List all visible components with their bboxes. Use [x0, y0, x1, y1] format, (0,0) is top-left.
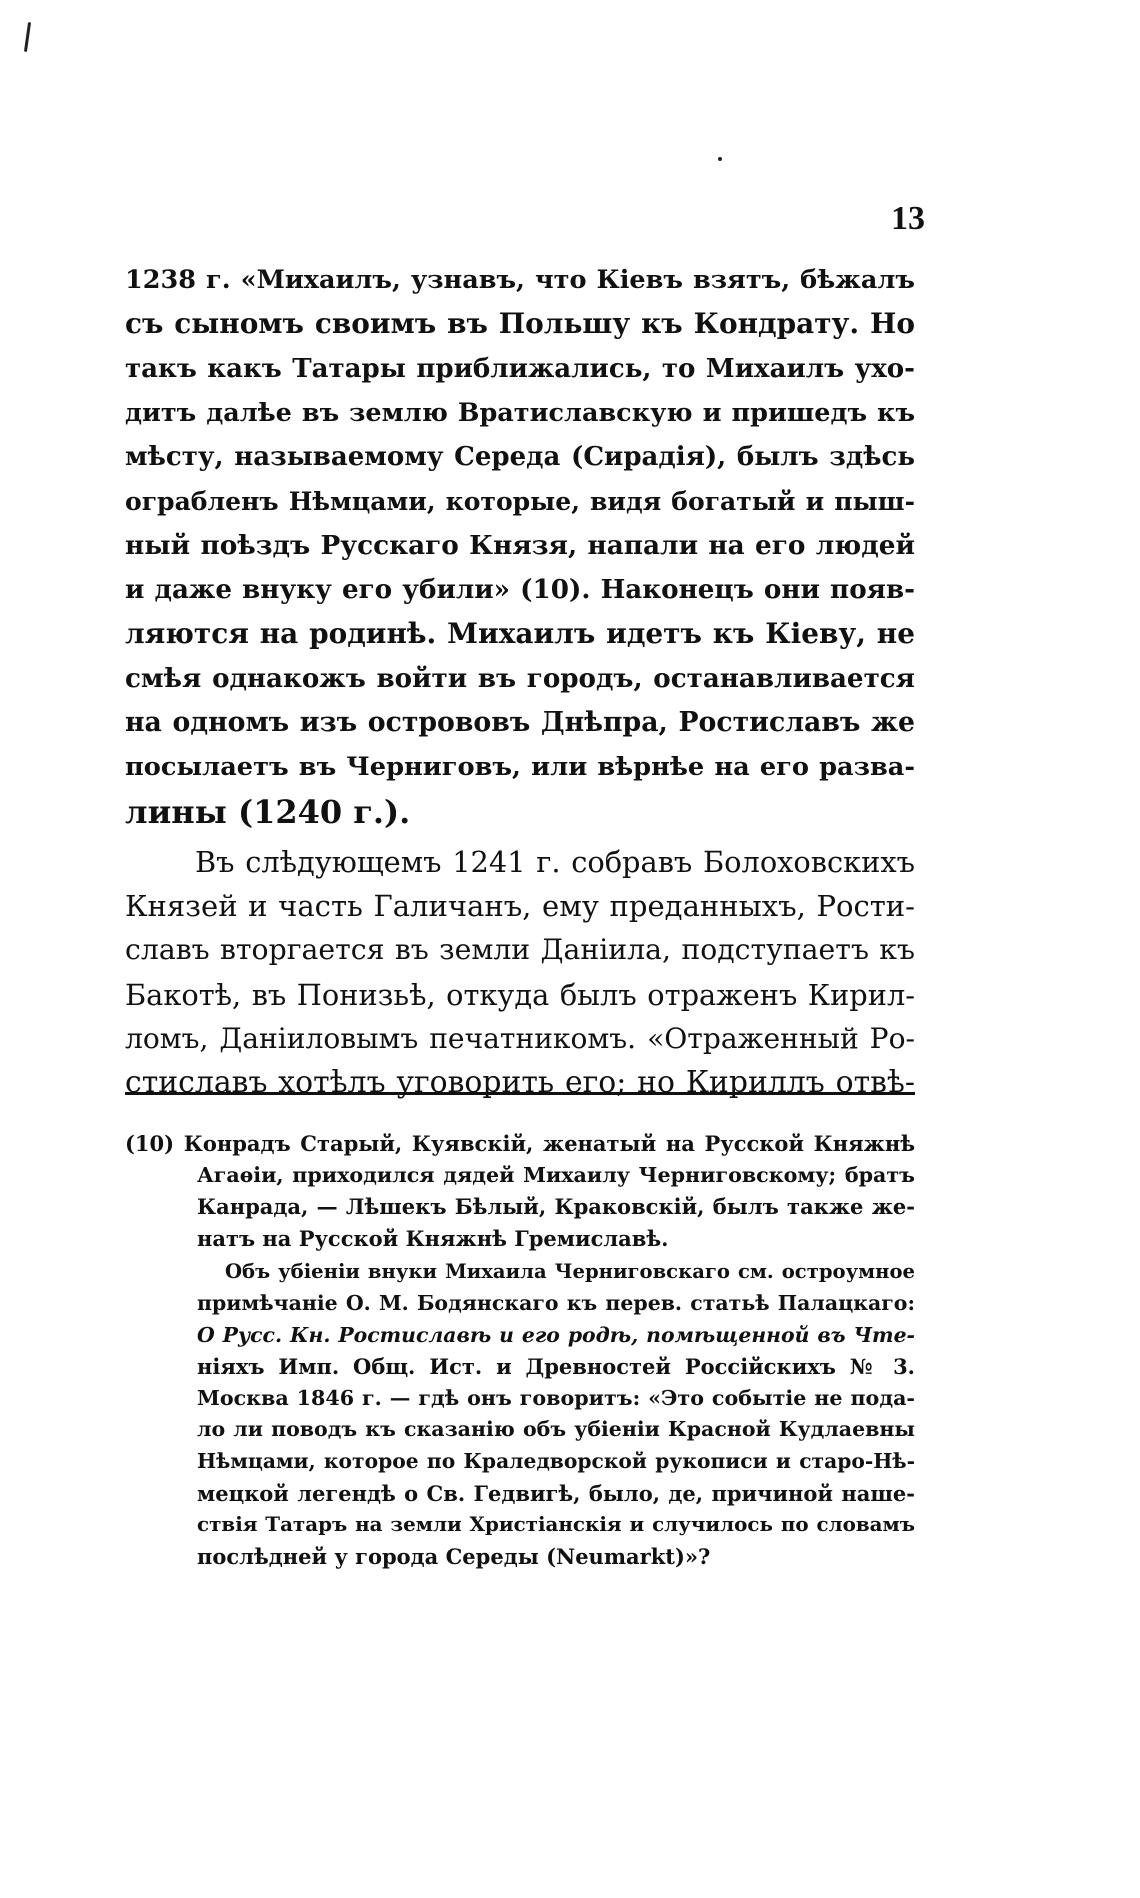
footnote-line: ніяхъ Имп. Общ. Ист. и Древностей Россійскихъ № 3. — [197, 1354, 915, 1380]
text-line: славъ вторгается въ земли Даніила, подступаетъ къ — [125, 933, 915, 967]
scan-mark — [718, 157, 722, 161]
footnote-line: примѣчаніе О. М. Бодянскаго къ перев. статьѣ Палацкаго: — [197, 1290, 915, 1315]
text-line: ломъ, Даніиловымъ печатникомъ. «Отраженный Ро- — [125, 1022, 915, 1056]
text-line: съ сыномъ своимъ въ Польшу къ Кондрату. Но — [125, 307, 915, 341]
footnotes — [125, 1128, 915, 1572]
footnote-10 — [125, 1128, 915, 1254]
text-line: и даже внуку его убили» (10). Наконецъ они появ- — [125, 574, 915, 606]
text-line: стиславъ хотѣлъ уговорить его; но Кириллъ отвѣ- — [125, 1065, 915, 1101]
footnote-divider — [125, 1092, 915, 1095]
footnote-line: натъ на Русской Княжнѣ Гремиславѣ. — [197, 1225, 669, 1251]
paragraph-2 — [125, 840, 915, 1106]
footnote-10-continued — [125, 1256, 915, 1572]
text-line: Князей и часть Галичанъ, ему преданныхъ, Рости- — [125, 889, 915, 924]
footnote-line: ло ли поводъ къ сказанію объ убіеніи Красной Кудлаевны — [197, 1417, 915, 1442]
footnote-line: Агаѳіи, приходился дядей Михаилу Черниговскому; братъ — [197, 1162, 915, 1187]
footnote-line: Объ убіеніи внуки Михаила Черниговскаго см. остроумное — [225, 1260, 915, 1284]
page-number: 13 — [891, 200, 925, 237]
text-line: смѣя однакожъ войти въ городъ, останавливается — [125, 662, 915, 694]
footnote-line: мецкой легендѣ о Св. Гедвигѣ, было, де, причиной наше- — [197, 1480, 915, 1506]
text-line: мѣсту, называемому Середа (Сирадія), былъ здѣсь — [125, 442, 915, 473]
text-line: Бакотѣ, въ Понизьѣ, откуда былъ отраженъ Кирил- — [125, 977, 915, 1012]
footnote-line: (10) Конрадъ Старый, Куявскій, женатый на Русской Княжнѣ — [125, 1131, 915, 1156]
text-line: лины (1240 г.). — [125, 792, 411, 831]
text-line: 1238 г. «Михаилъ, узнавъ, что Кіевъ взятъ, бѣжалъ — [125, 265, 915, 295]
footnote-line: Канрада, — Лѣшекъ Бѣлый, Краковскій, былъ также же- — [197, 1194, 915, 1220]
text-line: ограбленъ Нѣмцами, которые, видя богатый и пыш- — [125, 486, 915, 517]
paragraph-1 — [125, 258, 915, 834]
text-line: такъ какъ Татары приближались, то Михаилъ ухо- — [125, 353, 915, 384]
scan-mark — [24, 22, 31, 52]
footnote-line: Нѣмцами, которое по Краледворской рукописи и старо-Нѣ- — [197, 1448, 915, 1473]
footnote-line: О Русс. Кн. Ростиславѣ и его родѣ, помѣщенной въ Чте- — [197, 1322, 915, 1347]
text-line: на одномъ изъ острововъ Днѣпра, Ростиславъ же — [125, 706, 915, 738]
main-text — [125, 258, 915, 1106]
text-line: посылаетъ въ Черниговъ, или вѣрнѣе на его разва- — [125, 752, 915, 783]
footnote-line: Москва 1846 г. — гдѣ онъ говоритъ: «Это событіе не пода- — [197, 1385, 915, 1410]
footnote-line: послѣдней у города Середы (Neumarkt)»? — [197, 1543, 711, 1569]
text-line: Въ слѣдующемъ 1241 г. собравъ Болоховскихъ — [195, 844, 915, 879]
text-line: ный поѣздъ Русскаго Князя, напали на его людей — [125, 529, 915, 561]
footnote-line: ствія Татаръ на земли Христіанскія и случилось по словамъ — [197, 1512, 915, 1537]
text-line: дитъ далѣе въ землю Вратиславскую и пришедъ къ — [125, 397, 915, 428]
text-line: ляются на родинѣ. Михаилъ идетъ къ Кіеву, не — [125, 617, 915, 651]
